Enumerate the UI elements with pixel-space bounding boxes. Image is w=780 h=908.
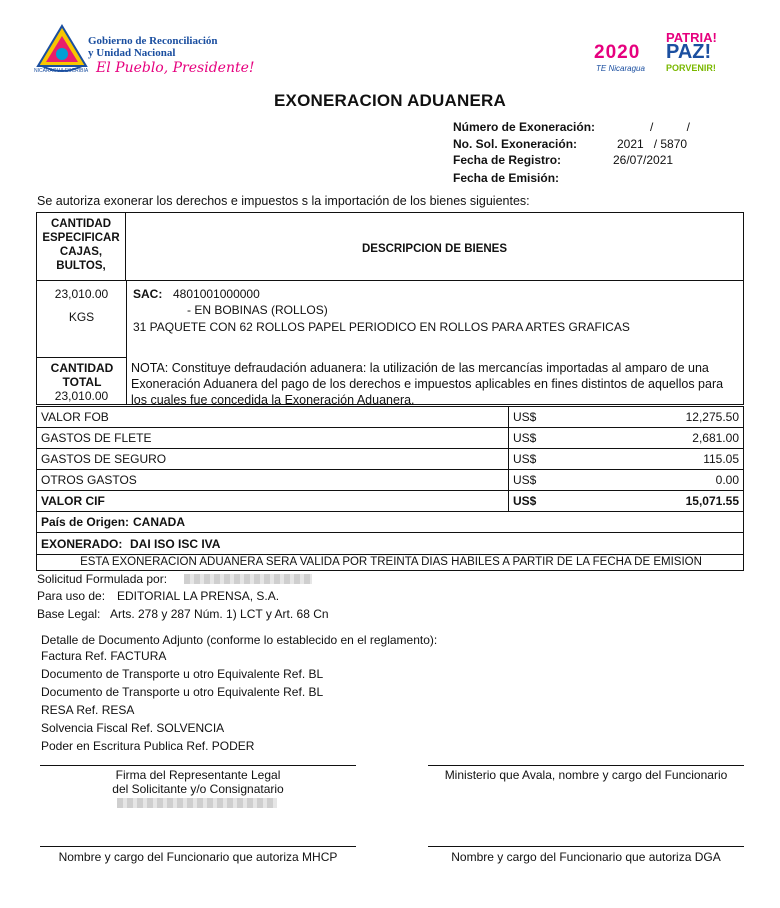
- total-qty-label: CANTIDAD TOTAL: [50, 361, 114, 389]
- validity-row: [36, 555, 744, 571]
- year-2020: 2020: [594, 42, 641, 63]
- sig1-line2: del Solicitante y/o Consignatario: [112, 782, 284, 796]
- value-label: OTROS GASTOS: [37, 470, 509, 491]
- gov-name-line2: y Unidad Nacional: [88, 47, 176, 59]
- gov-name-line1: Gobierno de Reconciliación: [88, 35, 218, 47]
- seal-caption: NICARAGUA ESCRIBIA: [34, 68, 89, 74]
- signature-line-1: [40, 765, 356, 766]
- value-label: GASTOS DE FLETE: [37, 428, 509, 449]
- value-amount: 12,275.50: [597, 407, 744, 428]
- value-row: [37, 491, 744, 512]
- value-label: VALOR FOB: [37, 407, 509, 428]
- paz-word: PAZ!: [666, 41, 712, 63]
- solicitud-label: Solicitud Formulada por:: [37, 572, 168, 586]
- document-title: EXONERACION ADUANERA: [274, 91, 506, 110]
- value-currency: US$: [509, 428, 598, 449]
- government-logo: [34, 22, 254, 82]
- redacted-applicant: [184, 574, 312, 584]
- sig3-label: Nombre y cargo del Funcionario que autoriza MHCP: [58, 850, 338, 864]
- desc-header: DESCRIPCION DE BIENES: [361, 243, 508, 255]
- sig2-label: Ministerio que Avala, nombre y cargo del Funcionario: [444, 768, 728, 782]
- signature-line-3: [40, 846, 356, 847]
- sac-code: 4801001000000: [173, 287, 260, 301]
- docs-list: [41, 648, 323, 756]
- exonerado-value: DAI ISO ISC IVA: [130, 537, 221, 551]
- doc-item: Poder en Escritura Publica Ref. PODER: [41, 739, 255, 753]
- value-row: [37, 449, 744, 470]
- goods-quantity: 23,010.00: [54, 287, 109, 301]
- sol-exoneracion-label: No. Sol. Exoneración:: [453, 137, 578, 151]
- year-subtitle: TE Nicaragua: [596, 64, 645, 73]
- signature-line-4: [428, 846, 744, 847]
- doc-item: Solvencia Fiscal Ref. SOLVENCIA: [41, 721, 225, 735]
- value-row: [37, 428, 744, 449]
- value-label: VALOR CIF: [37, 491, 509, 512]
- num-exoneracion-label: Número de Exoneración:: [453, 120, 596, 134]
- value-amount: 0.00: [597, 470, 744, 491]
- redacted-representative: [117, 798, 277, 808]
- value-amount: 2,681.00: [597, 428, 744, 449]
- qty-header: CANTIDAD ESPECIFICAR CAJAS, BULTOS,: [42, 218, 120, 272]
- patria-word: PATRIA!: [666, 30, 717, 45]
- exonerado-label: EXONERADO:: [41, 537, 123, 551]
- origin-value: CANADA: [133, 515, 185, 529]
- total-qty-value: 23,010.00: [54, 389, 109, 403]
- num-exoneracion-value: / /: [650, 120, 691, 134]
- value-currency: US$: [509, 407, 598, 428]
- intro-text: Se autoriza exonerar los derechos e impuestos s la importación de los bienes siguientes:: [37, 194, 530, 208]
- value-amount: 15,071.55: [597, 491, 744, 512]
- doc-item: Documento de Transporte u otro Equivalente Ref. BL: [41, 685, 324, 699]
- fecha-registro-label: Fecha de Registro:: [453, 153, 562, 167]
- value-amount: 115.05: [597, 449, 744, 470]
- goods-unit: KGS: [68, 310, 95, 324]
- value-currency: US$: [509, 470, 598, 491]
- value-row: [37, 470, 744, 491]
- fecha-emision-label: Fecha de Emisión:: [453, 171, 560, 185]
- goods-line-1: - EN BOBINAS (ROLLOS): [187, 303, 328, 317]
- value-currency: US$: [509, 449, 598, 470]
- value-currency: US$: [509, 491, 598, 512]
- exonerado-row: [36, 533, 744, 555]
- base-legal-label: Base Legal:: [37, 607, 101, 621]
- sac-label: SAC:: [133, 287, 163, 301]
- signature-line-2: [428, 765, 744, 766]
- origin-label: País de Origen:: [41, 515, 130, 529]
- value-row: [37, 407, 744, 428]
- nota-text: NOTA: Constituye defraudación aduanera: la utilización de las mercancías importadas al amparo de una Exoneración Aduanera del pago de los derechos e impuestos aplicables en fines distintos de aquellos para los cuales fue concedida la Exoneración Aduanera.: [131, 361, 724, 407]
- values-table: [36, 406, 744, 512]
- origin-row: [36, 511, 744, 533]
- sig1-line1: Firma del Representante Legal: [115, 768, 281, 782]
- porvenir-word: PORVENIR!: [666, 63, 716, 73]
- goods-box: [36, 212, 744, 405]
- sig4-label: Nombre y cargo del Funcionario que autoriza DGA: [451, 850, 721, 864]
- doc-item: Factura Ref. FACTURA: [41, 649, 167, 663]
- sol-exoneracion-value: 2021 / 5870: [617, 137, 688, 151]
- doc-item: Documento de Transporte u otro Equivalente Ref. BL: [41, 667, 324, 681]
- value-label: GASTOS DE SEGURO: [37, 449, 509, 470]
- fecha-registro-value: 26/07/2021: [613, 153, 674, 167]
- goods-line-2: 31 PAQUETE CON 62 ROLLOS PAPEL PERIODICO EN ROLLOS PARA ARTES GRAFICAS: [133, 320, 630, 334]
- uso-value: EDITORIAL LA PRENSA, S.A.: [117, 589, 280, 603]
- doc-item: RESA Ref. RESA: [41, 703, 135, 717]
- uso-label: Para uso de:: [37, 589, 106, 603]
- campaign-logo: [594, 30, 734, 80]
- gov-slogan: El Pueblo, Presidente!: [96, 60, 255, 76]
- base-legal-value: Arts. 278 y 287 Núm. 1) LCT y Art. 68 Cn: [110, 607, 329, 621]
- validity-text: ESTA EXONERACION ADUANERA SERA VALIDA POR TREINTA DIAS HABILES A PARTIR DE LA FECHA DE EMISION: [80, 556, 702, 568]
- detalle-title: Detalle de Documento Adjunto (conforme lo establecido en el reglamento):: [41, 633, 438, 647]
